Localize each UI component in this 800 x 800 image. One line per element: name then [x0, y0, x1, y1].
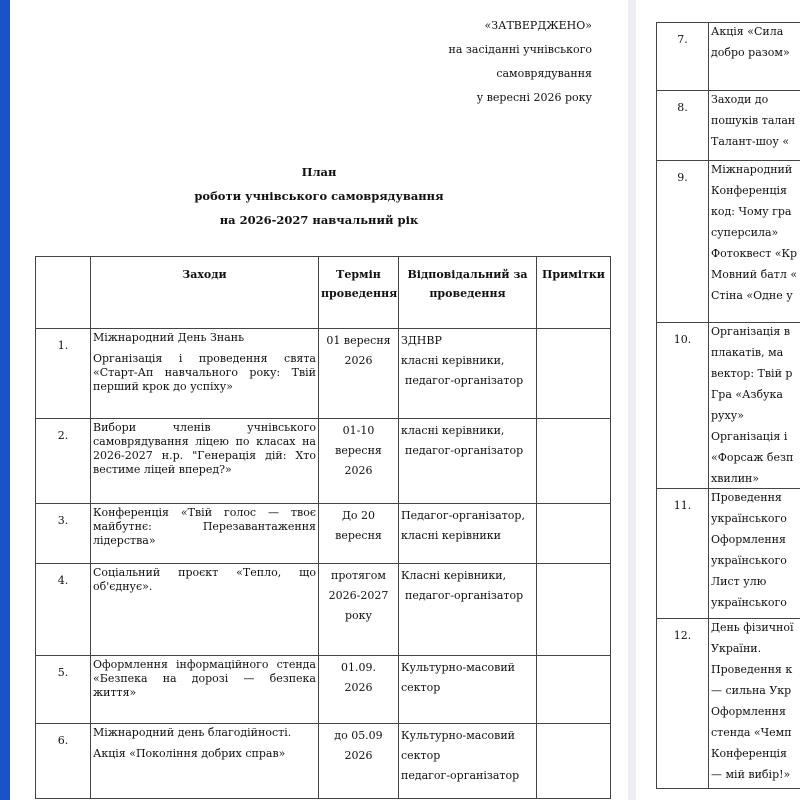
- activity-line: руху»: [711, 409, 744, 422]
- row-number: 6.: [36, 724, 91, 799]
- table-row: [36, 419, 611, 504]
- activity-line: Оформлення: [711, 533, 786, 546]
- activity-line: Організація і проведення свята «Старт-Ап навчального року: Твій перший крок до успіху»: [93, 352, 316, 393]
- activity-line: — мій вибір!»: [711, 768, 791, 781]
- activity-line: Заходи до: [711, 93, 769, 106]
- row-number: 3.: [36, 504, 91, 564]
- responsible-line: Педагог-організатор,: [401, 509, 525, 522]
- row-number: 9.: [657, 161, 709, 323]
- row-number: 4.: [36, 564, 91, 656]
- header-num: [36, 257, 91, 329]
- approval-line: самоврядування: [496, 67, 592, 80]
- row-responsible: [399, 656, 537, 724]
- row-responsible: [399, 564, 537, 656]
- activity-line: — сильна Укр: [711, 684, 792, 697]
- row-activities: [91, 504, 319, 564]
- row-term: [319, 504, 399, 564]
- responsible-line: класні керівники: [401, 529, 501, 542]
- row-activities: [91, 724, 319, 799]
- activity-line: Організація і: [711, 430, 788, 443]
- activity-line: День фізичної: [711, 621, 794, 634]
- term-line: протягом: [331, 569, 386, 582]
- plan-title-line: на 2026-2027 навчальний рік: [219, 213, 419, 227]
- responsible-line: педагог-організатор: [401, 769, 520, 782]
- table-row: [657, 323, 800, 489]
- responsible-line: класні керівники,: [401, 424, 505, 437]
- activity-line: добро разом»: [711, 46, 790, 59]
- table-row: [36, 329, 611, 419]
- row-number: 7.: [657, 23, 709, 91]
- activity-line: Міжнародний день благодійності.: [93, 726, 292, 739]
- document-page-right: [636, 0, 800, 800]
- table-row: [36, 724, 611, 799]
- row-responsible: [399, 419, 537, 504]
- row-activities: [91, 419, 319, 504]
- row-term: [319, 419, 399, 504]
- activity-line: плакатів, ма: [711, 346, 784, 359]
- row-term: [319, 724, 399, 799]
- term-line: 2026-2027: [328, 589, 389, 602]
- row-notes: [537, 564, 611, 656]
- plan-table-continued: [656, 22, 800, 789]
- row-activities: [709, 161, 800, 323]
- responsible-line: Культурно-масовий: [401, 729, 515, 742]
- row-number: 12.: [657, 619, 709, 789]
- table-row: [36, 656, 611, 724]
- row-activities: [709, 323, 800, 489]
- accent-bar: [0, 0, 10, 800]
- activity-line: Гра «Азбука: [711, 388, 783, 401]
- header-responsible: Відповідальний за проведення: [399, 257, 537, 329]
- plan-title: [10, 160, 628, 232]
- header-term: Термін проведення: [319, 257, 399, 329]
- responsible-line: педагог-організатор: [405, 589, 524, 602]
- activity-line: Проведення к: [711, 663, 793, 676]
- activity-line: Акція «Покоління добрих справ»: [93, 747, 286, 760]
- activity-line: Стіна «Одне у: [711, 289, 793, 302]
- activity-line: Вибори членів учнівського самоврядування ліцею по класах на 2026-2027 н.р. "Генерація дій: Хто вестиме ліцей вперед?»: [93, 421, 316, 476]
- activity-line: Конференція: [711, 747, 788, 760]
- term-line: 2026: [344, 681, 373, 694]
- row-term: [319, 656, 399, 724]
- activity-line: Конференція «Твій голос — твоє майбутнє: Перезавантаження лідерства»: [93, 506, 316, 547]
- term-line: 2026: [344, 464, 373, 477]
- row-activities: [709, 489, 800, 619]
- activity-line: стенда «Чемп: [711, 726, 792, 739]
- term-line: вересня: [335, 529, 382, 542]
- responsible-line: педагог-організатор: [405, 374, 524, 387]
- row-activities: [91, 656, 319, 724]
- table-row: [36, 504, 611, 564]
- row-responsible: [399, 724, 537, 799]
- row-number: 10.: [657, 323, 709, 489]
- table-header-row: [36, 257, 611, 329]
- plan-title-line: План: [301, 165, 337, 179]
- activity-line: українського: [711, 554, 787, 567]
- activity-line: Акція «Сила: [711, 25, 784, 38]
- term-line: 01 вересня: [326, 334, 391, 347]
- approval-line: у вересні 2026 року: [476, 91, 592, 104]
- term-line: до 05.09: [334, 729, 383, 742]
- row-number: 8.: [657, 91, 709, 161]
- row-activities: [91, 564, 319, 656]
- responsible-line: ЗДНВР: [401, 334, 442, 347]
- activity-line: України.: [711, 642, 762, 655]
- row-activities: [709, 91, 800, 161]
- activity-line: Організація в: [711, 325, 791, 338]
- responsible-line: класні керівники,: [401, 354, 505, 367]
- row-term: [319, 329, 399, 419]
- table-row: [657, 91, 800, 161]
- activity-line: Міжнародний День Знань: [93, 331, 245, 344]
- table-row: [657, 619, 800, 789]
- activity-line: Конференція: [711, 184, 788, 197]
- activity-line: пошуків талан: [711, 114, 796, 127]
- responsible-line: педагог-організатор: [405, 444, 524, 457]
- activity-line: Соціальний проєкт «Тепло, що об'єднує».: [93, 566, 316, 593]
- activity-line: суперсила»: [711, 226, 779, 239]
- approval-line: «ЗАТВЕРДЖЕНО»: [484, 19, 592, 32]
- activity-line: «Форсаж безп: [711, 451, 794, 464]
- term-line: 01.09.: [341, 661, 376, 674]
- activity-line: код: Чому гра: [711, 205, 792, 218]
- responsible-line: Культурно-масовий: [401, 661, 515, 674]
- activity-line: Фотоквест «Кр: [711, 247, 798, 260]
- activity-line: українського: [711, 512, 787, 525]
- table-row: [657, 23, 800, 91]
- activity-line: українського: [711, 596, 787, 609]
- row-notes: [537, 504, 611, 564]
- header-activities: Заходи: [91, 257, 319, 329]
- activity-line: хвилин»: [711, 472, 760, 485]
- header-notes: Примітки: [537, 257, 611, 329]
- activity-line: Оформлення інформаційного стенда «Безпека на дорозі — безпека життя»: [93, 658, 316, 699]
- activity-line: Міжнародний: [711, 163, 793, 176]
- activity-line: вектор: Твій р: [711, 367, 793, 380]
- document-page-left: [10, 0, 628, 800]
- activity-line: Проведення: [711, 491, 782, 504]
- activity-line: Мовний батл «: [711, 268, 798, 281]
- responsible-line: сектор: [401, 749, 441, 762]
- row-number: 2.: [36, 419, 91, 504]
- term-line: До 20: [341, 509, 376, 522]
- activity-line: Лист улю: [711, 575, 767, 588]
- row-responsible: [399, 504, 537, 564]
- row-number: 5.: [36, 656, 91, 724]
- approval-line: на засіданні учнівського: [448, 43, 592, 56]
- table-row: [657, 489, 800, 619]
- row-notes: [537, 656, 611, 724]
- approval-stamp: [449, 14, 592, 110]
- table-row: [36, 564, 611, 656]
- term-line: вересня: [335, 444, 382, 457]
- row-number: 1.: [36, 329, 91, 419]
- activity-line: Талант-шоу «: [711, 135, 790, 148]
- row-notes: [537, 724, 611, 799]
- row-notes: [537, 329, 611, 419]
- row-notes: [537, 419, 611, 504]
- term-line: року: [344, 609, 372, 622]
- table-row: [657, 161, 800, 323]
- row-activities: [91, 329, 319, 419]
- term-line: 2026: [344, 749, 373, 762]
- plan-title-line: роботи учнівського самоврядування: [194, 189, 444, 203]
- responsible-line: Класні керівники,: [401, 569, 507, 582]
- responsible-line: сектор: [401, 681, 441, 694]
- row-number: 11.: [657, 489, 709, 619]
- term-line: 2026: [344, 354, 373, 367]
- activity-line: Оформлення: [711, 705, 786, 718]
- term-line: 01-10: [342, 424, 375, 437]
- plan-table: [35, 256, 611, 799]
- row-activities: [709, 619, 800, 789]
- row-term: [319, 564, 399, 656]
- row-responsible: [399, 329, 537, 419]
- row-activities: [709, 23, 800, 91]
